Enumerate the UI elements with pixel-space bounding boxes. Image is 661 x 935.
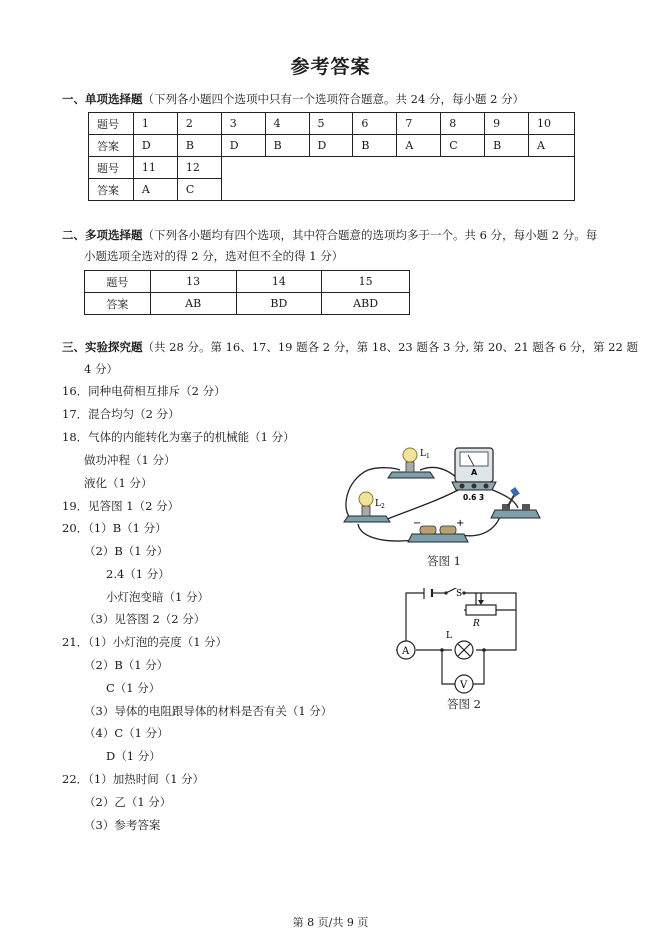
answer-line: （3）参考答案 bbox=[84, 818, 161, 832]
table-cell: 12 bbox=[177, 157, 221, 179]
table-cell: 题号 bbox=[89, 113, 134, 135]
answer-line: 20．（1）B（1 分） bbox=[62, 521, 167, 535]
answer-line: 16．同种电荷相互排斥（2 分） bbox=[62, 384, 226, 398]
table-cell: 答案 bbox=[89, 179, 134, 201]
table-cell: A bbox=[528, 135, 574, 157]
table-cell: C bbox=[177, 179, 221, 201]
page-footer: 第 8 页/共 9 页 bbox=[292, 916, 369, 929]
table-cell: 题号 bbox=[89, 157, 134, 179]
table-cell: 4 bbox=[265, 113, 309, 135]
table-cell: 10 bbox=[528, 113, 574, 135]
answer-line: 22．（1）加热时间（1 分） bbox=[62, 772, 205, 786]
label-l1: $L_1$ bbox=[420, 449, 430, 460]
table-cell: 答案 bbox=[85, 293, 151, 315]
ammeter-letter: A bbox=[471, 468, 478, 477]
rheostat-icon bbox=[466, 593, 496, 615]
table-cell: A bbox=[397, 135, 441, 157]
section3-heading: 三、实验探究题 bbox=[62, 340, 143, 354]
table-cell: B bbox=[265, 135, 309, 157]
table-row bbox=[89, 135, 575, 157]
multi-choice-table bbox=[84, 270, 410, 315]
lamp-symbol-icon bbox=[455, 641, 473, 659]
table-cell: 3 bbox=[221, 113, 265, 135]
table-cell: 11 bbox=[133, 157, 177, 179]
table-cell: ABD bbox=[322, 293, 410, 315]
ammeter-terminals: 0.6 3 bbox=[463, 493, 485, 502]
table-cell: 9 bbox=[485, 113, 529, 135]
section1-note: （下列各小题四个选项中只有一个选项符合题意。共 24 分，每小题 2 分） bbox=[142, 92, 525, 106]
switch-symbol-icon bbox=[444, 588, 465, 595]
table-row bbox=[89, 113, 575, 135]
answer-line: （2）B（1 分） bbox=[84, 544, 169, 558]
section1-heading: 一、单项选择题 bbox=[62, 92, 143, 106]
answer-figure-1 bbox=[340, 440, 545, 550]
section3-note-line2: 4 分） bbox=[84, 362, 118, 376]
table-cell: 14 bbox=[236, 271, 322, 293]
minus-sign: − bbox=[413, 518, 422, 529]
figure2-caption: 答图 2 bbox=[447, 697, 481, 711]
answer-line: D（1 分） bbox=[106, 749, 161, 763]
table-cell: AB bbox=[150, 293, 236, 315]
answer-line: 18．气体的内能转化为塞子的机械能（1 分） bbox=[62, 430, 295, 444]
section2-heading: 二、多项选择题 bbox=[62, 228, 143, 242]
section3-note-line1: （共 28 分。第 16、17、19 题各 2 分，第 18、23 题各 3 分, 第 20、21 题各 6 分，第 22 题 bbox=[142, 340, 638, 354]
answer-line: 21．（1）小灯泡的亮度（1 分） bbox=[62, 635, 228, 649]
table-row bbox=[85, 293, 410, 315]
answer-line: 液化（1 分） bbox=[84, 476, 153, 490]
answer-line: C（1 分） bbox=[106, 681, 161, 695]
table-cell: BD bbox=[236, 293, 322, 315]
section2-note-line2: 小题选项全选对的得 2 分，选对但不全的得 1 分） bbox=[84, 249, 344, 263]
figure1-caption: 答图 1 bbox=[427, 554, 461, 568]
table-cell: B bbox=[353, 135, 397, 157]
label-l2: $L_2$ bbox=[375, 499, 385, 510]
label-s: S bbox=[456, 589, 463, 599]
voltmeter-symbol-letter: V bbox=[460, 680, 468, 691]
table-cell: 15 bbox=[322, 271, 410, 293]
table-cell: C bbox=[441, 135, 485, 157]
table-cell: 1 bbox=[133, 113, 177, 135]
table-cell: 5 bbox=[309, 113, 353, 135]
answer-line: （3）导体的电阻跟导体的材料是否有关（1 分） bbox=[84, 704, 333, 718]
table-cell: D bbox=[309, 135, 353, 157]
table-cell: 8 bbox=[441, 113, 485, 135]
answer-line: （2）B（1 分） bbox=[84, 658, 169, 672]
answer-line: 做功冲程（1 分） bbox=[84, 453, 176, 467]
table-cell: 13 bbox=[150, 271, 236, 293]
table-cell: B bbox=[177, 135, 221, 157]
plus-sign: + bbox=[456, 518, 465, 529]
label-r: R bbox=[473, 619, 480, 629]
page-title: 参考答案 bbox=[290, 56, 371, 78]
ammeter-symbol-letter: A bbox=[402, 646, 410, 657]
table-cell: 题号 bbox=[85, 271, 151, 293]
table-cell: A bbox=[133, 179, 177, 201]
section2-note-line1: （下列各小题均有四个选项，其中符合题意的选项均多于一个。共 6 分，每小题 2 分。每 bbox=[142, 228, 598, 242]
table-cell: D bbox=[221, 135, 265, 157]
label-l: L bbox=[446, 631, 452, 641]
section1-header bbox=[62, 92, 524, 107]
table-cell: 答案 bbox=[89, 135, 134, 157]
switch-icon bbox=[491, 487, 540, 518]
answer-line: （3）见答图 2（2 分） bbox=[84, 612, 206, 626]
answer-line: 2.4（1 分） bbox=[106, 567, 170, 581]
answer-line: 小灯泡变暗（1 分） bbox=[106, 590, 209, 604]
battery-symbol-icon bbox=[424, 588, 432, 599]
table-cell: D bbox=[133, 135, 177, 157]
table-cell: B bbox=[485, 135, 529, 157]
table-row bbox=[85, 271, 410, 293]
answer-line: （4）C（1 分） bbox=[84, 726, 169, 740]
answer-line: （2）乙（1 分） bbox=[84, 795, 172, 809]
section2-header bbox=[62, 228, 597, 243]
table-cell: 7 bbox=[397, 113, 441, 135]
single-choice-table bbox=[88, 112, 575, 201]
answer-line: 19．见答图 1（2 分） bbox=[62, 499, 180, 513]
table-empty-cell bbox=[221, 157, 574, 201]
table-cell: 2 bbox=[177, 113, 221, 135]
answer-figure-2 bbox=[380, 588, 530, 696]
table-cell: 6 bbox=[353, 113, 397, 135]
answer-line: 17．混合均匀（2 分） bbox=[62, 407, 180, 421]
table-row bbox=[89, 157, 575, 179]
section3-header bbox=[62, 340, 638, 355]
